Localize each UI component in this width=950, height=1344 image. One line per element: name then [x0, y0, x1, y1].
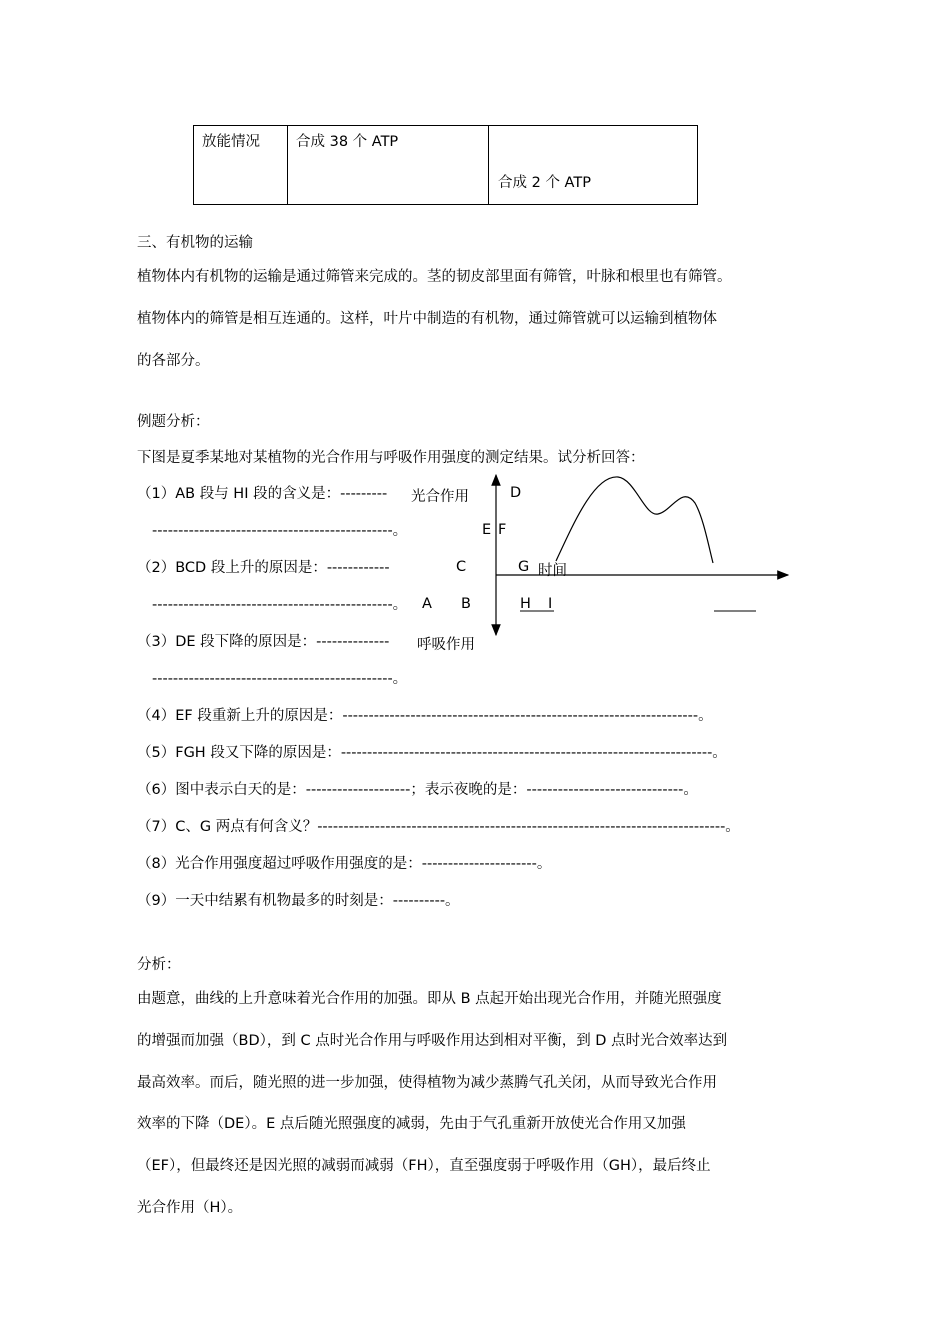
- point-H-label: H: [520, 596, 531, 612]
- example-heading: 例题分析：: [137, 414, 210, 430]
- section-heading: 三、有机物的运输: [137, 235, 253, 251]
- question-4: （4）EF 段重新上升的原因是：--------------------------------------------------------------------。: [137, 708, 713, 724]
- analysis-line: 最高效率。而后，随光照的进一步加强，使得植物为减少蒸腾气孔关闭，从而导致光合作用: [137, 1075, 717, 1091]
- point-E-label: E: [482, 522, 492, 538]
- point-C-label: C: [456, 559, 467, 575]
- question-2: （2）BCD 段上升的原因是：------------: [137, 560, 390, 576]
- question-1: （1）AB 段与 HI 段的含义是：---------: [137, 486, 388, 502]
- analysis-line: 光合作用（H）。: [137, 1200, 243, 1216]
- paragraph-line: 植物体内的筛管是相互连通的。这样，叶片中制造的有机物，通过筛管就可以运输到植物体: [137, 311, 717, 327]
- photosynthesis-label: 光合作用: [411, 489, 469, 505]
- point-G-label: G: [518, 559, 530, 575]
- photosynthesis-curve-figure: [470, 465, 800, 645]
- question-1-blank: ----------------------------------------------。: [152, 523, 408, 539]
- aerobic-atp-cell: 合成 38 个 ATP: [288, 126, 489, 205]
- analysis-line: 效率的下降（DE）。E 点后随光照强度的减弱，先由于气孔重新开放使光合作用又加强: [137, 1116, 686, 1132]
- energy-table: [193, 125, 698, 205]
- point-F-label: F: [498, 522, 507, 538]
- point-A-label: A: [422, 596, 432, 612]
- paragraph-line: 植物体内有机物的运输是通过筛管来完成的。茎的韧皮部里面有筛管，叶脉和根里也有筛管。: [137, 269, 732, 285]
- question-9: （9）一天中结累有机物最多的时刻是：----------。: [137, 893, 460, 909]
- analysis-line: （EF），但最终还是因光照的减弱而减弱（FH），直至强度弱于呼吸作用（GH），最后终止: [137, 1158, 711, 1174]
- analysis-heading: 分析：: [137, 957, 181, 973]
- photosynthesis-curve: [556, 477, 713, 563]
- anaerobic-atp-text: 合成 2 个 ATP: [498, 175, 591, 191]
- point-I-label: I: [548, 596, 553, 612]
- paragraph-line: 的各部分。: [137, 353, 210, 369]
- question-3-blank: ----------------------------------------------。: [152, 671, 408, 687]
- question-2-blank: ----------------------------------------------。: [152, 597, 408, 613]
- question-7: （7）C、G 两点有何含义？------------------------------------------------------------------------------。: [137, 819, 740, 835]
- question-8: （8）光合作用强度超过呼吸作用强度的是：----------------------。: [137, 856, 552, 872]
- question-3: （3）DE 段下降的原因是：--------------: [137, 634, 390, 650]
- point-D-label: D: [510, 485, 522, 501]
- question-6: （6）图中表示白天的是：--------------------；表示夜晚的是：------------------------------。: [137, 782, 698, 798]
- anaerobic-atp-cell: [489, 126, 698, 205]
- point-B-label: B: [461, 596, 471, 612]
- time-label: 时间: [538, 563, 567, 579]
- respiration-label: 呼吸作用: [417, 637, 475, 653]
- energy-label-cell: 放能情况: [194, 126, 288, 205]
- analysis-line: 的增强而加强（BD），到 C 点时光合作用与呼吸作用达到相对平衡，到 D 点时光合效率达到: [137, 1033, 728, 1049]
- question-5: （5）FGH 段又下降的原因是：-----------------------------------------------------------------------。: [137, 745, 727, 761]
- example-intro: 下图是夏季某地对某植物的光合作用与呼吸作用强度的测定结果。试分析回答：: [137, 450, 645, 466]
- analysis-line: 由题意，曲线的上升意味着光合作用的加强。即从 B 点起开始出现光合作用，并随光照强度: [137, 991, 722, 1007]
- table-row: [194, 126, 698, 205]
